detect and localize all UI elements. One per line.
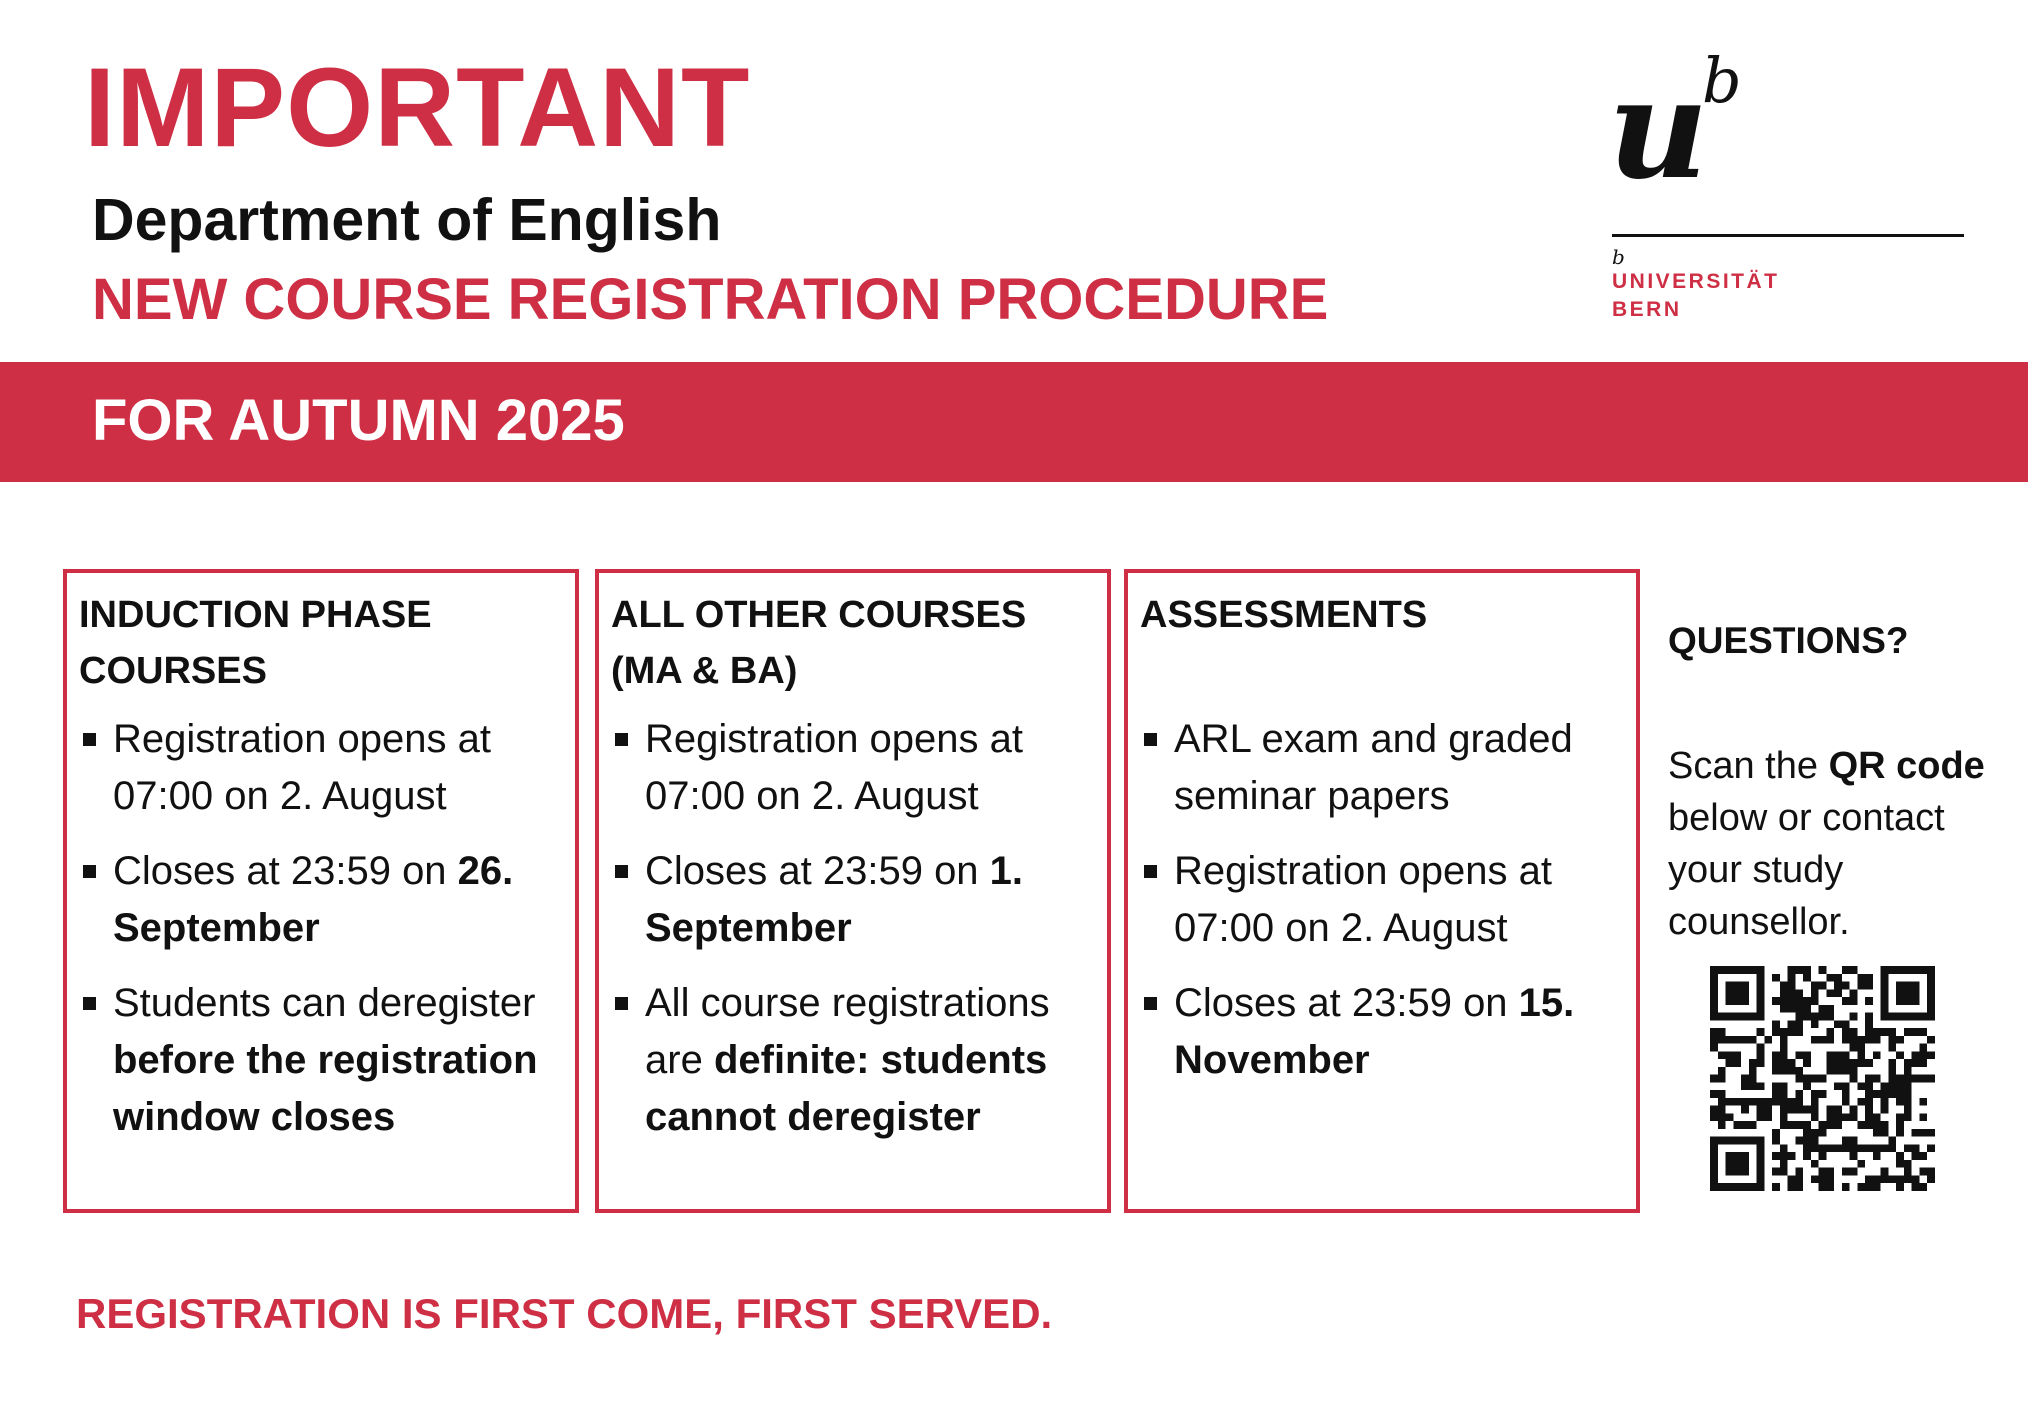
bold-text: 1. September (645, 849, 1024, 950)
page-title: IMPORTANT (84, 45, 751, 170)
department-name: Department of English (92, 187, 722, 253)
questions-title: QUESTIONS? (1668, 620, 1909, 661)
text-run: Registration opens at 07:00 on 2. August (113, 717, 492, 818)
list-item (1140, 975, 1622, 1089)
text-run: Closes at 23:59 on (1174, 981, 1519, 1025)
box-list (611, 711, 1093, 1146)
logo-mark-u: u (1608, 47, 1709, 210)
procedure-subtitle: NEW COURSE REGISTRATION PROCEDURE (92, 267, 1329, 332)
text-run: Students can deregister (113, 981, 536, 1025)
text-run: ARL exam and graded seminar papers (1174, 717, 1573, 818)
footer-note: REGISTRATION IS FIRST COME, FIRST SERVED. (76, 1290, 1053, 1337)
qr-code-icon[interactable] (1710, 966, 1935, 1191)
list-item (611, 975, 1093, 1146)
list-item (79, 975, 561, 1146)
text-run: Closes at 23:59 on (113, 849, 458, 893)
text-run: Closes at 23:59 on (645, 849, 990, 893)
bold-text: before the registration window closes (113, 1038, 538, 1139)
induction-courses-box (63, 569, 579, 1213)
season-banner-text: FOR AUTUMN 2025 (92, 388, 625, 453)
box-list (79, 711, 561, 1146)
text-run: Registration opens at 07:00 on 2. August (645, 717, 1024, 818)
box-heading: ALL OTHER COURSES (MA & BA) (611, 594, 1027, 692)
bold-text: 26. September (113, 849, 514, 950)
university-logo (1608, 40, 1968, 330)
questions-text-after: below or contact your study counsellor. (1668, 797, 1945, 943)
box-list (1140, 711, 1622, 1089)
questions-text-bold: QR code (1828, 745, 1985, 787)
box-heading: INDUCTION PHASE COURSES (79, 594, 432, 692)
bold-text: definite: students cannot deregister (645, 1038, 1048, 1139)
other-courses-box (595, 569, 1111, 1213)
list-item (1140, 711, 1622, 825)
logo-mark-b: b (1702, 44, 1742, 117)
list-item (79, 711, 561, 825)
text-run: All course registrations are (645, 981, 1050, 1082)
list-item (611, 843, 1093, 957)
questions-body (1668, 740, 1998, 948)
logo-rule (1612, 234, 1964, 237)
box-heading: ASSESSMENTS (1140, 594, 1428, 636)
logo-line-1: UNIVERSITÄT (1612, 270, 1780, 293)
assessments-box (1124, 569, 1640, 1213)
list-item (79, 843, 561, 957)
logo-small-b: b (1612, 245, 1625, 269)
questions-text-before: Scan the (1668, 745, 1829, 787)
list-item (1140, 843, 1622, 957)
season-banner (0, 362, 2028, 482)
list-item (611, 711, 1093, 825)
bold-text: 15. November (1174, 981, 1575, 1082)
logo-line-2: BERN (1612, 298, 1682, 321)
text-run: Registration opens at 07:00 on 2. August (1174, 849, 1553, 950)
